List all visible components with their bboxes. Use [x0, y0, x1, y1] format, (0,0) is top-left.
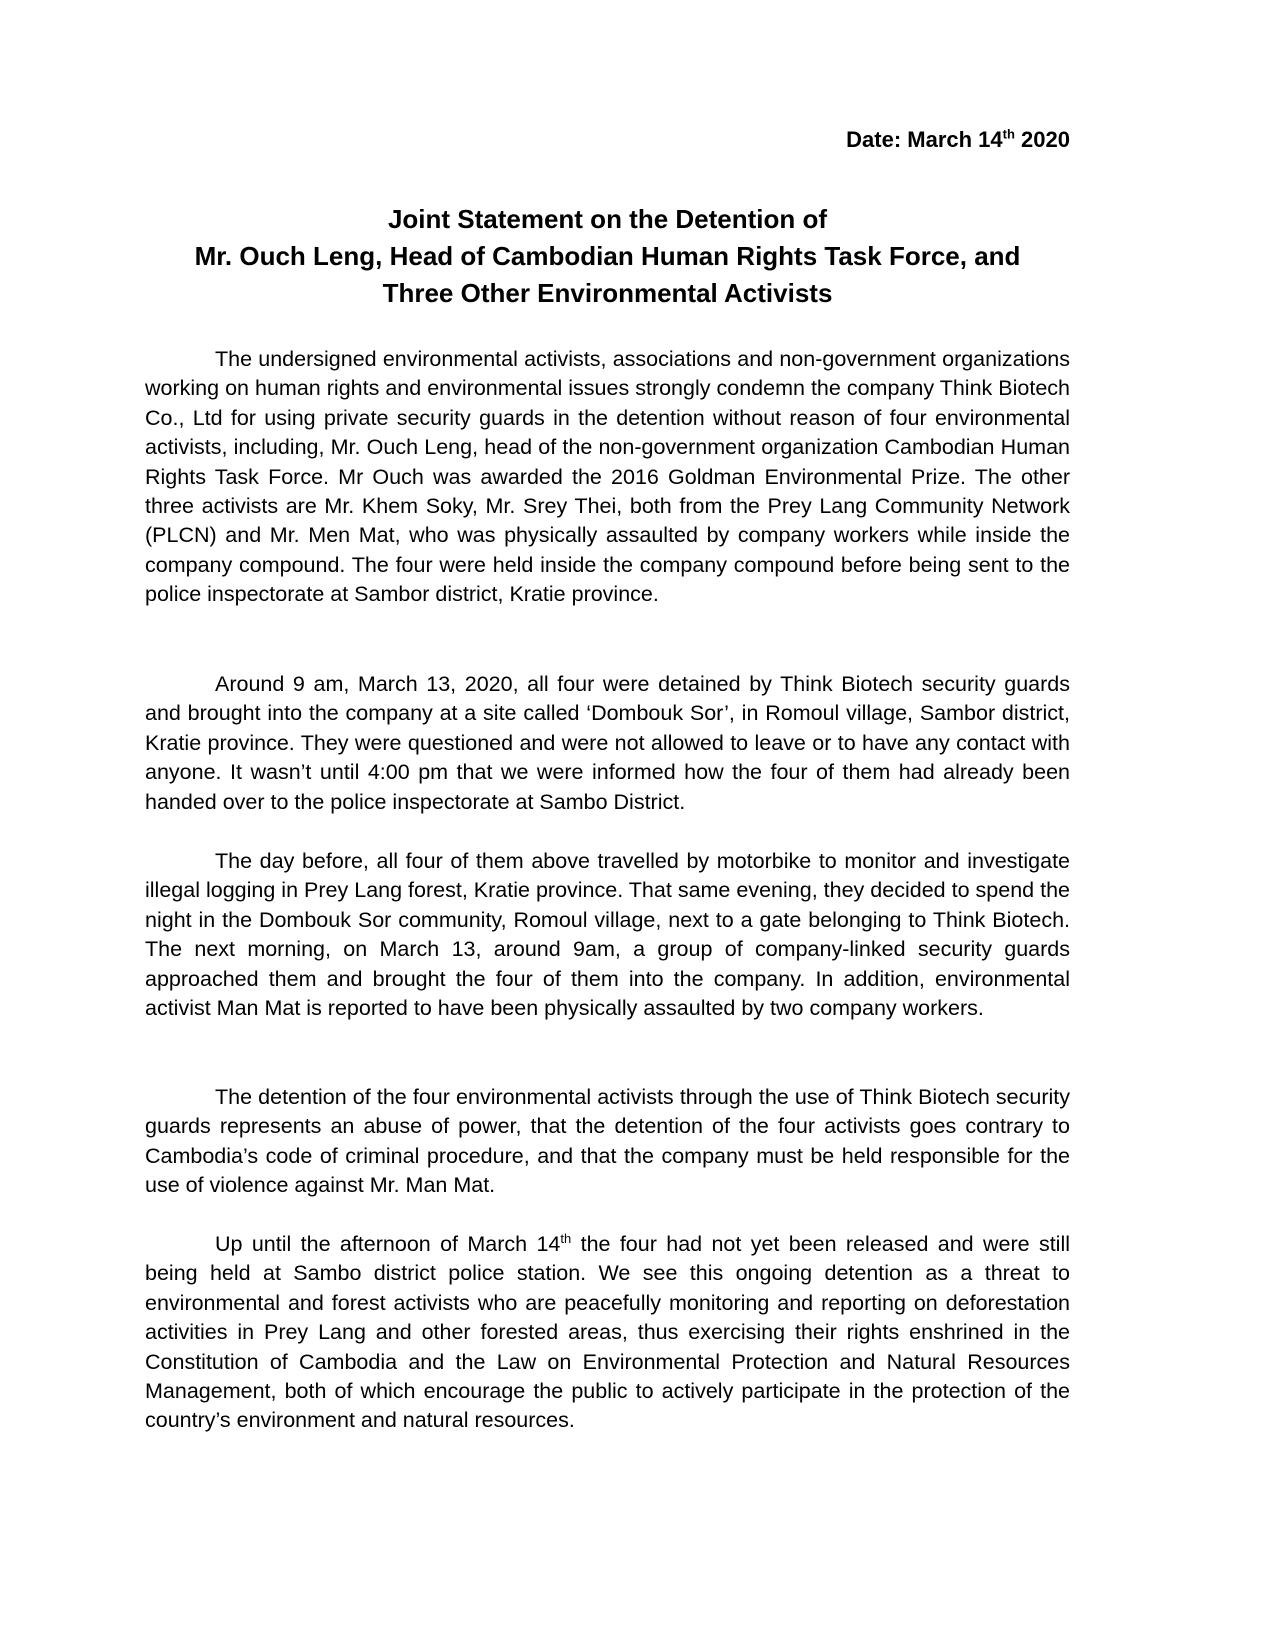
date-prefix: Date: March 14: [846, 127, 1003, 152]
paragraph-condemnation: The undersigned environmental activists, associations and non-government organizations working on human rights and environmental issues strongly condemn the company Think Biotech Co., Ltd for using private security guards in the detention without reason of four environmental activists, including, Mr. Ouch Leng, head of the non-government organization Cambodian Human Rights Task Force. Mr Ouch was awarded the 2016 Goldman Environmental Prize. The other three activists are Mr. Khem Soky, Mr. Srey Thei, both from the Prey Lang Community Network (PLCN) and Mr. Men Mat, who was physically assaulted by company workers while inside the company compound. The four were held inside the company compound before being sent to the police inspectorate at Sambor district, Kratie province.: [145, 347, 1070, 607]
date-ordinal-suffix: th: [1002, 126, 1015, 142]
date-year: 2020: [1014, 127, 1070, 152]
paragraph-detention-details: Around 9 am, March 13, 2020, all four were detained by Think Biotech security guards and brought into the company at a site called ‘Dombouk Sor’, in Romoul village, Sambor district, Kratie province. They were questioned and were not allowed to leave or to have any contact with anyone. It wasn’t until 4:00 pm that we were informed how the four of them had already been handed over to the police inspectorate at Sambo District.: [145, 672, 1070, 814]
paragraph-5-start: Up until the afternoon of March 14: [215, 1232, 561, 1256]
statement-date: [846, 126, 1070, 154]
paragraph-ongoing-detention: [145, 1230, 1070, 1436]
title-line-2: Mr. Ouch Leng, Head of Cambodian Human Rights Task Force, and: [194, 241, 1021, 271]
title-line-1: Joint Statement on the Detention of: [387, 204, 828, 234]
paragraph-background: The day before, all four of them above travelled by motorbike to monitor and investigate illegal logging in Prey Lang forest, Kratie province. That same evening, they decided to spend the night in the Dombouk Sor community, Romoul village, next to a gate belonging to Think Biotech. The next morning, on March 13, around 9am, a group of company-linked security guards approached them and brought the four of them into the company. In addition, environmental activist Man Mat is reported to have been physically assaulted by two company workers.: [145, 849, 1070, 1021]
title-line-3: Three Other Environmental Activists: [382, 278, 833, 308]
paragraph-abuse-of-power: The detention of the four environmental activists through the use of Think Biotech security guards represents an abuse of power, that the detention of the four activists goes contrary to Cambodia’s code of criminal procedure, and that the company must be held responsible for the use of violence against Mr. Man Mat.: [145, 1085, 1070, 1198]
document-title: [145, 201, 1070, 312]
paragraph-5-rest: the four had not yet been released and were still being held at Sambo district police station. We see this ongoing detention as a threat to environmental and forest activists who are peacefully monitoring and reporting on deforestation activities in Prey Lang and other forested areas, thus exercising their rights enshrined in the Constitution of Cambodia and the Law on Environmental Protection and Natural Resources Management, both of which encourage the public to actively participate in the protection of the country’s environment and natural resources.: [145, 1232, 1070, 1433]
paragraph-5-ordinal-suffix: th: [560, 1230, 572, 1246]
